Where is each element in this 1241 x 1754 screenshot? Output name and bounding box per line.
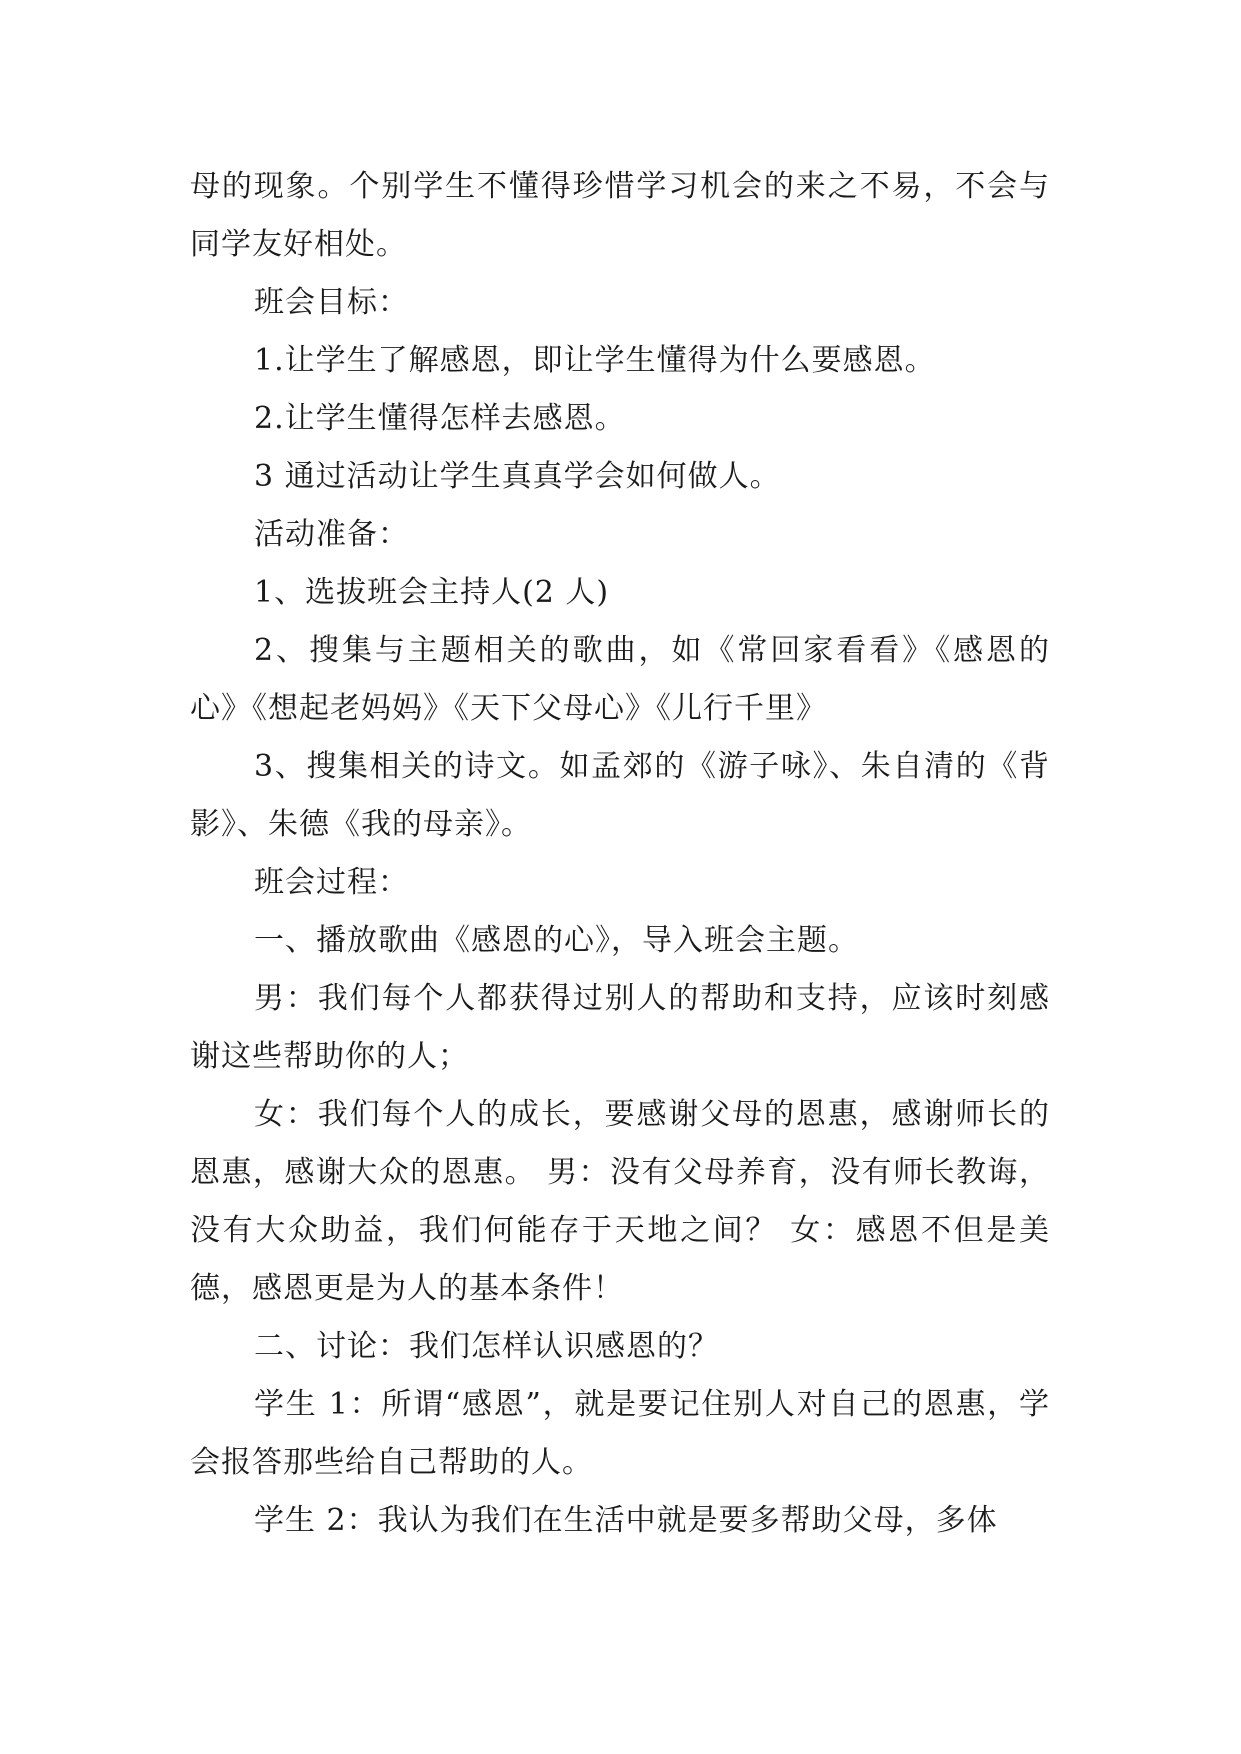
dialogue-female: 女：我们每个人的成长，要感谢父母的恩惠，感谢师长的恩惠，感谢大众的恩惠。 男：没有父母养育，没有师长教诲，没有大众助益，我们何能存于天地之间？ 女：感恩不但是美德，感恩更是为人的基本条件！ <box>190 1097 1050 1306</box>
dialogue-male: 男：我们每个人都获得过别人的帮助和支持，应该时刻感谢这些帮助你的人； <box>190 981 1050 1074</box>
goal-item-1: 1.让学生了解感恩，即让学生懂得为什么要感恩。 <box>254 343 936 378</box>
document-body <box>190 158 1050 1550</box>
paragraph-continuation: 母的现象。个别学生不懂得珍惜学习机会的来之不易，不会与同学友好相处。 <box>190 169 1050 262</box>
heading-preparation: 活动准备： <box>254 517 409 552</box>
prep-item-3: 3、搜集相关的诗文。如孟郊的《游子咏》、朱自清的《背影》、朱德《我的母亲》。 <box>190 749 1050 842</box>
goal-item-2: 2.让学生懂得怎样去感恩。 <box>254 401 626 436</box>
heading-process: 班会过程： <box>254 865 409 900</box>
student-2-answer: 学生 2：我认为我们在生活中就是要多帮助父母，多体 <box>254 1503 998 1538</box>
prep-item-2: 2、搜集与主题相关的歌曲，如《常回家看看》《感恩的心》《想起老妈妈》《天下父母心》《儿行千里》 <box>190 633 1050 726</box>
process-step-1: 一、播放歌曲《感恩的心》，导入班会主题。 <box>254 923 859 958</box>
heading-class-goals: 班会目标： <box>254 285 409 320</box>
student-1-answer: 学生 1：所谓“感恩”，就是要记住别人对自己的恩惠，学会报答那些给自己帮助的人。 <box>190 1387 1050 1480</box>
process-step-2: 二、讨论：我们怎样认识感恩的？ <box>254 1329 719 1364</box>
goal-item-3: 3 通过活动让学生真真学会如何做人。 <box>254 459 781 494</box>
prep-item-1: 1、选拔班会主持人(2 人) <box>254 575 610 610</box>
